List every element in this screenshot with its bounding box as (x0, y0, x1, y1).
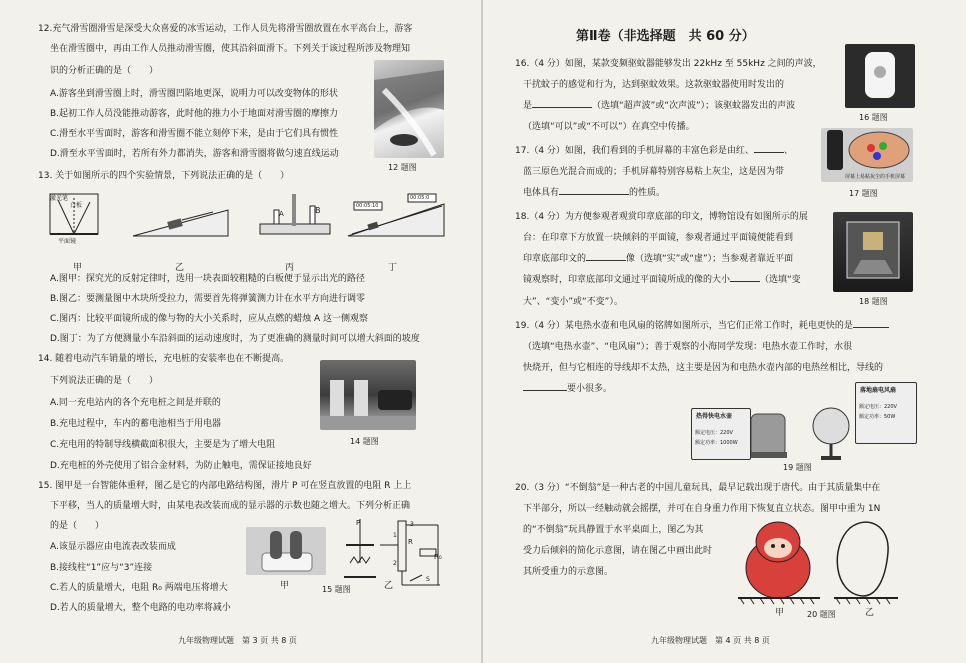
q12-option-a: A.游客坐到滑雪圈上时，滑雪圈凹陷地更深，说明力可以改变物体的形状 (50, 89, 338, 99)
q13-figures (38, 190, 448, 260)
q14-option-d: D.充电桩的外壳使用了铝合金材料，为防止触电，需保证接地良好 (50, 461, 312, 471)
q16-line4: （选填“可以”或“不可以”）在真空中传播。 (523, 122, 695, 132)
fan-voltage: 额定电压：220V (859, 404, 897, 410)
q15-label-1: 1 (393, 532, 397, 539)
q18-line4-prefix: 镜观察时，印章底部印文通过平面镜所成的像的大小 (523, 275, 731, 285)
q15-stem-line2: 下平移，当人的质量增大时，由某电表改装而成的显示器的示数也随之增大。下列分析正确 (50, 501, 411, 511)
q18-line3 (523, 253, 793, 265)
right-footer: 九年级物理试题 第 4 页 共 8 页 (651, 636, 770, 645)
kettle-nameplate (691, 408, 751, 460)
section-title: 第Ⅱ卷（非选择题 共 60 分） (576, 29, 755, 44)
q19-blank-1[interactable] (853, 327, 889, 328)
q19-line1-text: 19.（4 分）某电热水壶和电风扇的铭牌如图所示，当它们正常工作时，耗电更快的是 (515, 321, 853, 331)
q18-blank-1[interactable] (586, 260, 626, 261)
q13-stem: 13. 关于如图所示的四个实验情景，下列说法正确的是（ ） (38, 171, 290, 181)
q15-label-jia: 甲 (280, 581, 290, 591)
q13-mirror-label: 平面镜 (58, 238, 77, 245)
q15-label-yi: 乙 (384, 581, 394, 591)
q12-stem-line2: 坐在滑雪圈中，再由工作人员推动滑雪圈，使其沿斜面滑下。下列关于该过程所涉及物理知 (50, 44, 411, 54)
repeller-device-image (845, 44, 915, 108)
q15-label-s: S (426, 576, 430, 583)
q13-whiteboard-label: 白板 (70, 202, 83, 209)
seal-display-photo (833, 212, 913, 292)
q15-option-d: D.若人的质量增大，整个电路的电功率将减小 (50, 603, 231, 613)
ev-charging-photo (320, 360, 416, 430)
q16-line3-prefix: 是 (523, 101, 533, 111)
q15-stem-line3: 的是（ ） (50, 521, 105, 531)
q17-caption: 17 题图 (849, 189, 878, 198)
q20-label-yi: 乙 (865, 608, 875, 618)
q12-stem-line3: 识的分析正确的是（ ） (50, 66, 159, 76)
q15-label-3: 3 (410, 521, 414, 528)
q17-line1-text: 17.（4 分）如图，我们看到的手机屏幕的丰富色彩是由红、 (515, 146, 754, 156)
q12-option-d: D.滑至水平雪面时，若所有外力都消失，游客和滑雪圈将做匀速直线运动 (50, 149, 339, 159)
q20-line3: 的“不倒翁”玩具静置于水平桌面上，图乙为其 (523, 525, 704, 535)
q18-line4 (523, 274, 801, 286)
q19-line4 (523, 383, 612, 395)
q16-caption: 16 题图 (859, 113, 888, 122)
kettle-power: 额定功率：1000W (695, 440, 738, 446)
q13-option-b: B.图乙：要测量图中木块所受拉力，需要首先将弹簧测力计在水平方向进行调零 (50, 294, 366, 304)
q19-blank-2[interactable] (523, 390, 567, 391)
q19-line4-text: 要小很多。 (567, 384, 613, 394)
q20-line4: 受力后倾斜的简化示意图，请在图乙中画出此时 (523, 546, 713, 556)
q17-line3 (523, 187, 665, 199)
q16-blank-1[interactable] (532, 107, 592, 108)
scale-photo (246, 527, 326, 575)
fan-nameplate-title: 落地扇电风扇 (860, 387, 897, 394)
left-footer: 九年级物理试题 第 3 页 共 8 页 (178, 636, 297, 645)
fan-power: 额定功率：50W (859, 414, 896, 420)
q16-line3 (523, 100, 795, 112)
q12-option-c: C.滑至水平雪面时，游客和滑雪圈不能立刻停下来，是由于它们具有惯性 (50, 129, 339, 139)
q13-option-a: A.图甲：探究光的反射定律时，选用一块表面较粗糙的白板便于显示出光的路径 (50, 274, 365, 284)
q20-line5: 其所受重力的示意图。 (523, 567, 614, 577)
q14-option-c: C.充电用的特制导线横截面积很大，主要是为了增大电阻 (50, 440, 276, 450)
q18-line3-prefix: 印章底部印文的 (523, 254, 587, 264)
q12-stem-line1: 12.充气滑雪圈滑雪是深受大众喜爱的冰雪运动，工作人员先将滑雪圈放置在水平高台上，游客 (38, 24, 413, 34)
q14-stem-line2: 下列说法正确的是（ ） (50, 376, 159, 386)
mosquito-repeller-photo (845, 44, 915, 108)
q13-timer-1: 00:05:10 (356, 203, 379, 209)
q20-caption: 20 题图 (807, 610, 836, 619)
q17-blank-1[interactable] (754, 152, 784, 153)
q15-label-2: 2 (393, 560, 397, 567)
q13-fig-yi (133, 210, 228, 236)
q17-photo-text: 屏幕上易粘灰尘的手机屏幕 (845, 174, 906, 180)
q18-line4-suffix: （选填“变 (760, 275, 801, 285)
q13-option-c: C.图丙：比较平面镜所成的像与物的大小关系时，应从点燃的蜡烛 A 这一侧观察 (50, 314, 369, 324)
q13-option-d: D.图丁：为了方便测量小车沿斜面的运动速度时，为了更准确的测量时间可以增大斜面的坡度 (50, 334, 420, 344)
q13-laser-label: 激光笔 (50, 195, 69, 202)
q15-label-r: R (408, 538, 413, 546)
q16-line3-suffix: （选填“超声波”或“次声波”）；该驱蚊器发出的声波 (592, 101, 796, 111)
q13-label-ding: 丁 (388, 263, 398, 273)
q13-label-yi: 乙 (175, 263, 185, 273)
q17-line3-suffix: 的性质。 (629, 188, 666, 198)
q15-stem-line1: 15. 图甲是一台智能体重秤，图乙是它的内部电路结构图，滑片 P 可在竖直放置的电阻 R 上上 (38, 481, 412, 491)
q19-line2: （选填“电热水壶”、“电风扇”）；善于观察的小海同学发现：电热水壶工作时，水很 (523, 342, 853, 352)
tumbler-toy-image (738, 522, 820, 604)
q16-line1: 16.（4 分）如图，某款变频驱蚊器能够发出 22kHz 至 55kHz 之间的声波， (515, 59, 822, 69)
fan-nameplate (855, 382, 917, 444)
q20-figures (738, 516, 908, 608)
q20-label-jia: 甲 (775, 608, 785, 618)
q18-line1: 18.（4 分）为方便参观者观赏印章底部的印文，博物馆设有如图所示的展 (515, 212, 808, 222)
q18-line3-suffix: 像（选填“实”或“虚”）；当参观者靠近平面 (626, 254, 794, 264)
q17-line1-sep: 、 (783, 146, 793, 156)
q18-line5: 大”、“变小”或“不变”）。 (523, 297, 623, 307)
tumbler-diagram (834, 522, 898, 604)
q15-option-c: C.若人的质量增大，电阻 R₀ 两端电压将增大 (50, 583, 228, 593)
q12-option-b: B.起初工作人员没能推动游客，此时他的推力小于地面对滑雪圈的摩擦力 (50, 109, 339, 119)
kettle-nameplate-title: 热得快电水壶 (696, 413, 733, 420)
q20-line1: 20.（3 分）“不倒翁”是一种古老的中国儿童玩具，最早记载出现于唐代。由于其质量集中在 (515, 483, 881, 493)
charging-station-image (320, 360, 416, 430)
q12-caption: 12 题图 (388, 163, 417, 172)
q14-option-b: B.充电过程中，车内的蓄电池相当于用电器 (50, 419, 222, 429)
snow-slope-image (374, 60, 444, 158)
q14-option-a: A.同一充电站内的各个充电桩之间是并联的 (50, 398, 221, 408)
kettle-voltage: 额定电压：220V (695, 430, 733, 436)
q13-fig-ding (348, 194, 444, 236)
q13-candle-a-label: A (279, 210, 284, 218)
q15-option-a: A.该显示器应由电流表改装而成 (50, 542, 176, 552)
q15-option-b: B.接线柱“1”应与“3”连接 (50, 563, 153, 573)
q17-blank-2[interactable] (559, 194, 629, 195)
q19-line3: 快烧开，但与它相连的导线却不太热，这主要是因为和电热水壶内部的电热丝相比，导线的 (523, 363, 884, 373)
feet-on-scale-image (246, 527, 326, 575)
q14-caption: 14 题图 (350, 437, 379, 446)
q15-caption: 15 题图 (322, 585, 351, 594)
q16-line2: 干扰蚊子的感觉和行为，达到驱蚊效果。这款驱蚊器使用时发出的 (523, 80, 785, 90)
q18-blank-2[interactable] (730, 281, 760, 282)
q13-timer-2: 00:05:0 (410, 195, 430, 201)
q14-stem-line1: 14. 随着电动汽车销量的增长，充电桩的安装率也在不断提高。 (38, 354, 290, 364)
q17-line3-prefix: 电体具有 (523, 188, 560, 198)
q13-label-jia: 甲 (73, 263, 83, 273)
q13-label-bing: 丙 (285, 263, 295, 273)
q17-line1 (515, 145, 793, 157)
q13-candle-b-label: B (315, 206, 321, 215)
snow-tube-photo (374, 60, 444, 158)
museum-showcase-image (833, 212, 913, 292)
right-page (483, 0, 966, 663)
q19-caption: 19 题图 (783, 463, 812, 472)
q15-label-r0: R₀ (434, 553, 442, 561)
q18-line2: 台：在印章下方放置一块倾斜的平面镜，参观者通过平面镜便能看到 (523, 233, 794, 243)
q15-label-p: P (356, 519, 361, 527)
q20-line2: 下半部分，所以一经触动就会摇摆，并可在自身重力作用下恢复直立状态。图甲中重为 1N (523, 504, 881, 514)
q18-caption: 18 题图 (859, 297, 888, 306)
q17-line2: 蓝三原色光混合而成的；手机屏幕特别容易粘上灰尘，这是因为带 (523, 167, 785, 177)
q19-line1 (515, 320, 889, 332)
